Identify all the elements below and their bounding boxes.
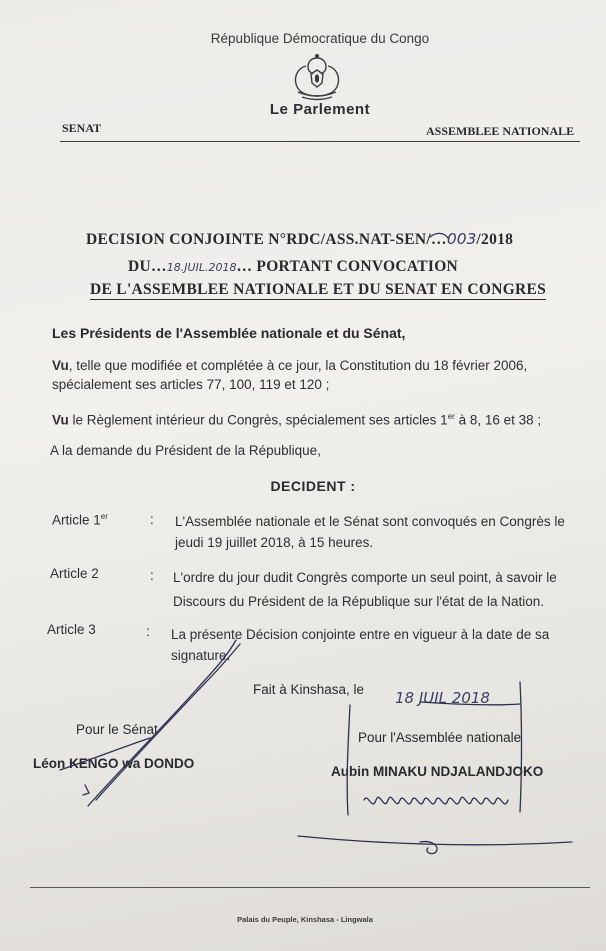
article-3-text-line2: signature. xyxy=(171,648,231,663)
assemblee-signature-scribble xyxy=(364,797,508,804)
article-1-text-line1: L'Assemblée nationale et le Sénat sont convoqués en Congrès le xyxy=(175,514,565,529)
presidents-preamble: Les Présidents de l'Assemblée nationale et du Sénat, xyxy=(52,325,406,341)
pour-assemblee: Pour l'Assemblée nationale xyxy=(358,730,522,745)
assemblee-signature-flourish xyxy=(420,842,437,854)
decision-title-line2: DU…18.JUIL.2018… PORTANT CONVOCATION xyxy=(128,258,459,275)
decision-title-line1: DECISION CONJOINTE N°RDC/ASS.NAT-SEN/…003/2018 xyxy=(86,230,514,248)
article-2-label: Article 2 xyxy=(50,566,99,581)
article-2-text-line2: Discours du Président de la République sur l'état de la Nation. xyxy=(173,594,545,609)
article-2-colon: : xyxy=(150,568,154,583)
vu-constitution-line2: spécialement ses articles 77, 100, 119 et 120 ; xyxy=(52,377,330,392)
assemblee-bracket-left xyxy=(347,705,350,815)
article-1-colon: : xyxy=(150,512,154,527)
article-1-label: Article 1er xyxy=(52,512,108,528)
decision-number: 003 xyxy=(446,230,477,248)
pour-le-senat: Pour le Sénat xyxy=(76,722,158,737)
article-2-text-line1: L'ordre du jour dudit Congrès comporte un seul point, à savoir le xyxy=(173,570,557,585)
article-3-label: Article 3 xyxy=(47,622,96,637)
article-3-text-line1: La présente Décision conjointe entre en vigueur à la date de sa xyxy=(171,627,550,642)
article-1-text-line2: jeudi 19 juillet 2018, à 15 heures. xyxy=(175,535,374,550)
assemblee-bracket-right xyxy=(520,682,522,812)
fait-a-kinshasa: Fait à Kinshasa, le xyxy=(253,682,365,697)
parliament-heading: Le Parlement xyxy=(269,101,371,118)
republic-heading: République Démocratique du Congo xyxy=(210,31,430,46)
coat-of-arms-icon xyxy=(286,52,348,104)
vu-constitution-line1: Vu, telle que modifiée et complétée à ce jour, la Constitution du 18 février 2006, xyxy=(52,358,528,373)
decision-title-line3: DE L'ASSEMBLEE NATIONALE ET DU SENAT EN CONGRES xyxy=(90,281,547,298)
demande-president: A la demande du Président de la République, xyxy=(50,443,321,458)
header-divider xyxy=(60,141,580,142)
assemblee-label: ASSEMBLEE NATIONALE xyxy=(426,124,575,138)
article-3-colon: : xyxy=(146,624,150,639)
senat-president-name: Léon KENGO wa DONDO xyxy=(33,756,195,771)
footer-address: Palais du Peuple, Kinshasa - Lingwala xyxy=(237,915,373,924)
vu-reglement: Vu le Règlement intérieur du Congrès, spécialement ses articles 1er à 8, 16 et 38 ; xyxy=(52,412,542,428)
assemblee-president-name: Aubin MINAKU NDJALANDJOKO xyxy=(331,764,544,779)
assemblee-signature-underline xyxy=(298,836,572,845)
senat-label: SENAT xyxy=(62,121,102,135)
footer-divider xyxy=(30,887,590,888)
signature-date-stamp: 18 JUIL 2018 xyxy=(395,689,490,707)
decision-date-handwritten: 18.JUIL.2018 xyxy=(166,261,237,274)
senat-signature-stroke-4 xyxy=(83,785,89,795)
decident-heading: DECIDENT : xyxy=(270,478,356,494)
